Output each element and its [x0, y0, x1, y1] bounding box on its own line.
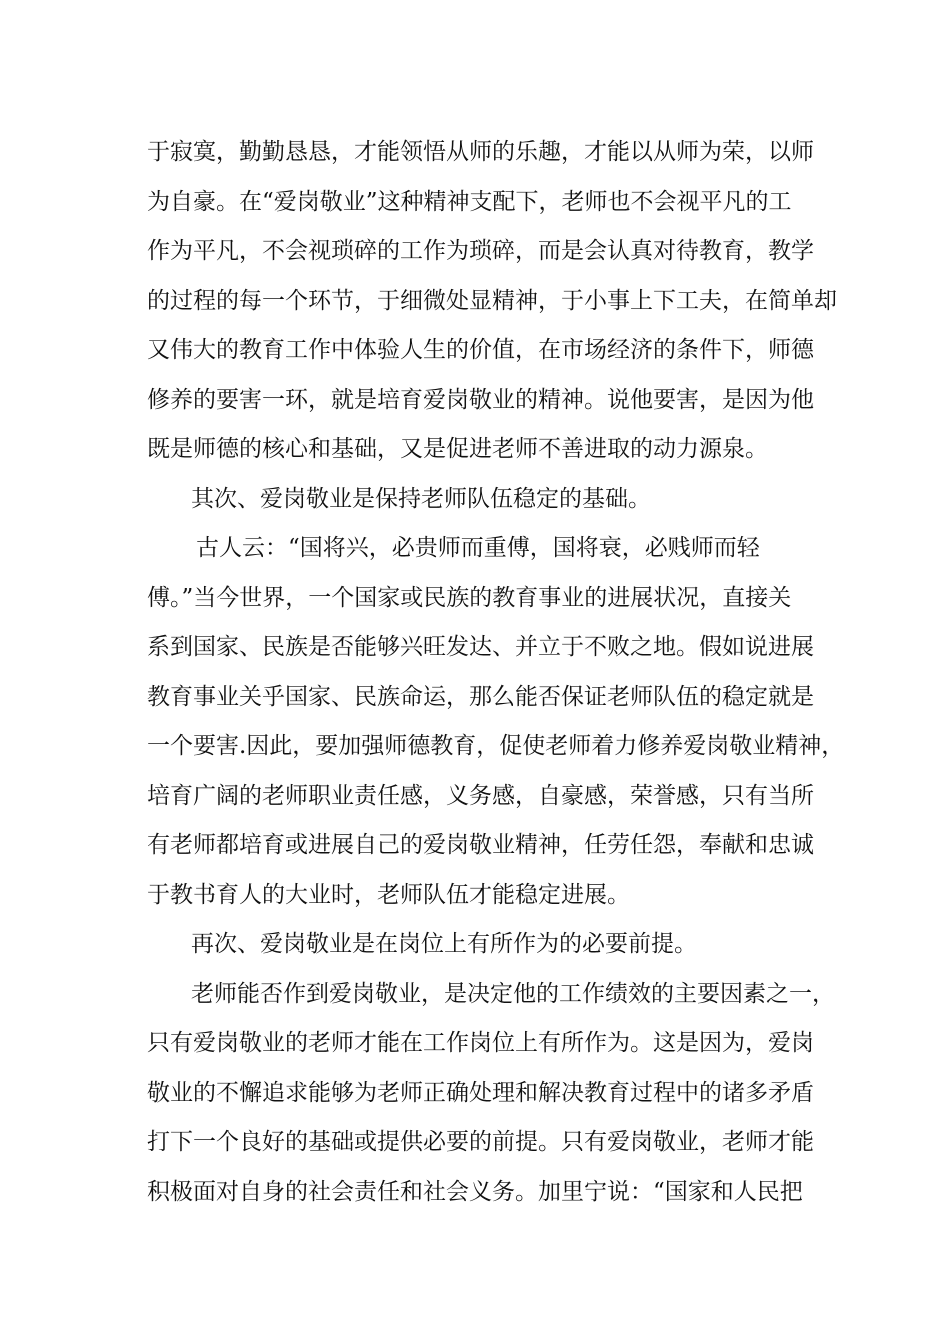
text-line: 有老师都培育或进展自己的爱岗敬业精神，任劳任怨，奉献和忠诚 [147, 832, 814, 858]
text-line: 教育事业关乎国家、民族命运，那么能否保证老师队伍的稳定就是 [147, 683, 814, 710]
text-line: 系到国家、民族是否能够兴旺发达、并立于不败之地。假如说进展 [147, 634, 814, 660]
text-line: 打下一个良好的基础或提供必要的前提。只有爱岗敬业，老师才能 [147, 1129, 814, 1155]
section-heading-line: 再次、爱岗敬业是在岗位上有所作为的必要前提。 [191, 931, 697, 957]
text-line: 培育广阔的老师职业责任感，义务感，自豪感，荣誉感，只有当所 [147, 782, 814, 809]
text-line: 作为平凡，不会视琐碎的工作为琐碎，而是会认真对待教育，教学 [147, 238, 814, 264]
paragraph-start-line: 老师能否作到爱岗敬业，是决定他的工作绩效的主要因素之一， [191, 980, 835, 1007]
text-line: 的过程的每一个环节，于细微处显精神，于小事上下工夫，在简单却 [147, 287, 837, 314]
text-line: 于教书育人的大业时，老师队伍才能稳定进展。 [147, 881, 630, 908]
text-line: 傅。”当今世界，一个国家或民族的教育事业的进展状况，直接关 [147, 584, 792, 611]
text-line: 于寂寞，勤勤恳恳，才能领悟从师的乐趣，才能以从师为荣，以师 [147, 139, 814, 165]
section-heading-line: 其次、爱岗敬业是保持老师队伍稳定的基础。 [191, 485, 651, 512]
text-line: 一个要害.因此，要加强师德教育，促使老师着力修养爱岗敬业精神， [147, 733, 845, 759]
quote-line: 古人云：“国将兴，必贵师而重傅，国将衰，必贱师而轻 [196, 535, 760, 561]
text-line: 敬业的不懈追求能够为老师正确处理和解决教育过程中的诸多矛盾 [147, 1079, 814, 1106]
text-line: 只有爱岗敬业的老师才能在工作岗位上有所作为。这是因为，爱岗 [147, 1030, 814, 1056]
text-line: 为自豪。在“爱岗敬业”这种精神支配下，老师也不会视平凡的工 [147, 188, 792, 215]
text-line: 修养的要害一环，就是培育爱岗敬业的精神。说他要害，是因为他 [147, 386, 814, 413]
text-line: 积极面对自身的社会责任和社会义务。加里宁说：“国家和人民把 [147, 1178, 803, 1205]
text-line: 又伟大的教育工作中体验人生的价值，在市场经济的条件下，师德 [147, 337, 814, 363]
text-line: 既是师德的核心和基础，又是促进老师不善进取的动力源泉。 [147, 436, 768, 462]
